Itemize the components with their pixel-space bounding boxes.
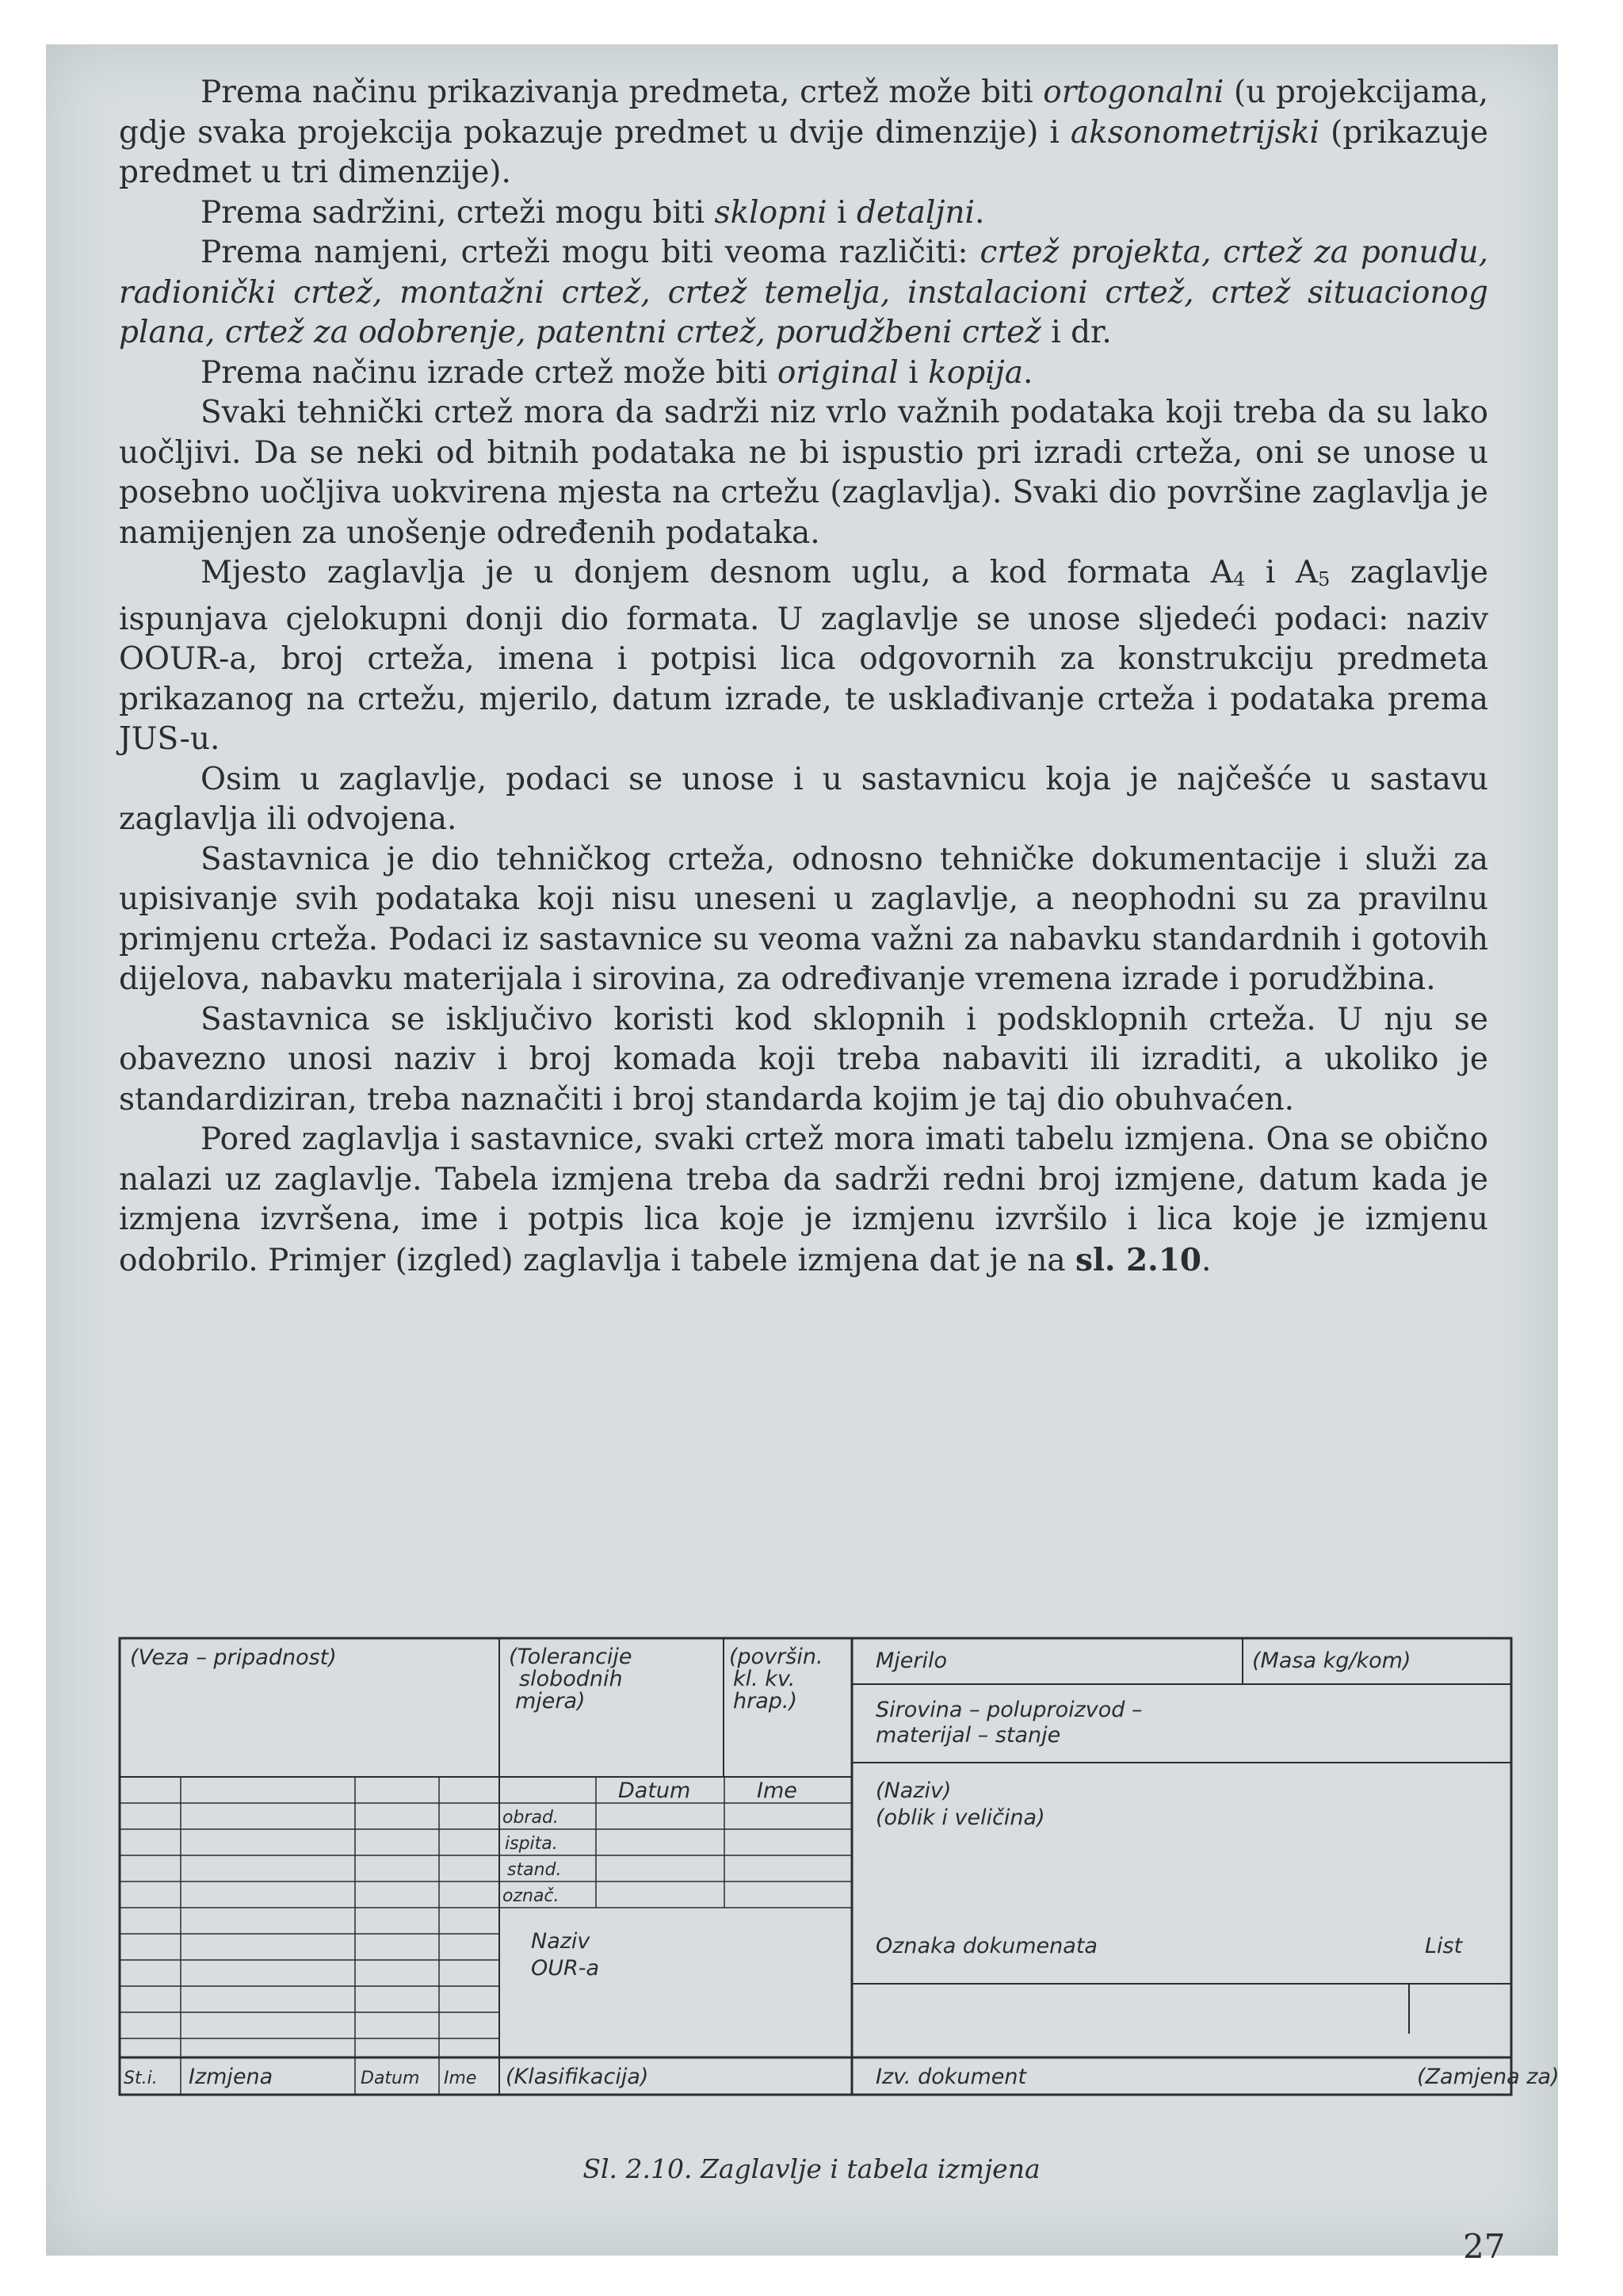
ime-label: Ime (444, 2069, 477, 2088)
tolerancije-label: slobodnih (519, 1667, 623, 1691)
klasifikacija-label: (Klasifikacija) (506, 2065, 649, 2089)
povrsina-label: hrap.) (733, 1689, 798, 1713)
tolerancije-label: (Tolerancije (509, 1645, 632, 1669)
paragraph: Sastavnica se isključivo koristi kod sklopnih i podsklopnih crteža. U nju se obavezno unosi naziv i broj komada koji treba nabaviti ili izraditi, a ukoliko je standardiziran, treba naznačiti i broj standarda kojim je taj dio obuhvaćen. (119, 1001, 1488, 1117)
list-label: List (1425, 1934, 1463, 1958)
datum-header: Datum (618, 1778, 691, 1803)
paragraph: Prema načinu prikazivanja predmeta, crtež može biti ortogonalni (u projekcijama, gdje svaka projekcija pokazuje predmet u dvije dimenzije) i aksonometrijski (prikazuje predmet u tri dimenzije). (119, 74, 1488, 190)
stand-label: stand. (507, 1860, 562, 1880)
obrad-label: obrad. (502, 1808, 559, 1828)
oblik-label: (oblik i veličina) (876, 1805, 1045, 1830)
veza-label: (Veza – pripadnost) (130, 1645, 337, 1670)
izmjena-label: Izmjena (189, 2065, 273, 2089)
paragraph: Prema načinu izrade crtež može biti original i kopija. (200, 354, 1033, 391)
povrsina-label: (površin. (729, 1645, 823, 1669)
datum-label: Datum (361, 2069, 420, 2088)
paragraph: Mjesto zaglavlja je u donjem desnom uglu, a kod formata $A_4$ i $A_5$ zaglavlje ispunjava cjelokupni donji dio formata. U zaglavlje se unose sljedeći podaci: naziv OOUR-a, broj crteža, imena i potpisi lica odgovornih za konstrukciju predmeta prikazanog na crtežu, mjerilo, datum izrade, te usklađivanje crteža i podataka prema JUS-u. (119, 555, 1488, 757)
naziv-our-label: Naziv (531, 1929, 590, 1954)
ispita-label: ispita. (505, 1834, 558, 1854)
izv-dokument-label: Izv. dokument (876, 2065, 1027, 2089)
paragraph: Pored zaglavlja i sastavnice, svaki crtež mora imati tabelu izmjena. Ona se obično nalazi uz zaglavlje. Tabela izmjena treba da sadrži redni broj izmjene, datum kada je izmjena izvršena, ime i potpis lica koje je izmjenu izvršilo i lica koje je izmjenu odobrilo. Primjer (izgled) zaglavlja i tabele izmjena dat je na sl. 2.10. (119, 1121, 1488, 1278)
naziv-label: (Naziv) (876, 1778, 952, 1803)
paragraph: Prema namjeni, crteži mogu biti veoma različiti: crtež projekta, crtež za ponudu, radionički crtež, montažni crtež, crtež temelja, instalacioni crtež, crtež situacionog plana, crtež za odobrenje, patentni crtež, porudžbeni crtež i dr. (119, 235, 1488, 350)
sirovina-label: materijal – stanje (876, 1723, 1061, 1748)
st-i-label: St.i. (124, 2069, 158, 2088)
body-text (119, 73, 1488, 1281)
mjerilo-label: Mjerilo (876, 1648, 948, 1673)
naziv-our-label: OUR-a (531, 1956, 600, 1981)
paragraph: Osim u zaglavlje, podaci se unose i u sastavnicu koja je najčešće u sastavu zaglavlja ili odvojena. (119, 761, 1488, 837)
ime-header: Ime (757, 1778, 797, 1803)
paragraph: Prema sadržini, crteži mogu biti sklopni i detaljni. (200, 194, 985, 231)
figure-caption: Sl. 2.10. Zaglavlje i tabela izmjena (582, 2153, 1041, 2184)
page-number: 27 (1463, 2227, 1506, 2266)
paragraph: Sastavnica je dio tehničkog crteža, odnosno tehničke dokumentacije i služi za upisivanje svih podataka koji nisu uneseni u zaglavlje, a neophodni su za pravilnu primjenu crteža. Podaci iz sastavnice su veoma važni za nabavku standardnih i gotovih dijelova, nabavku materijala i sirovina, za određivanje vremena izrade i porudžbina. (119, 841, 1488, 997)
title-block-figure (119, 1637, 1560, 2097)
oznac-label: označ. (502, 1886, 559, 1906)
masa-label: (Masa kg/kom) (1252, 1648, 1411, 1673)
zamjena-label: (Zamjena za) (1417, 2065, 1560, 2089)
povrsina-label: kl. kv. (733, 1667, 796, 1691)
paragraph: Svaki tehnički crtež mora da sadrži niz vrlo važnih podataka koji treba da su lako uočljivi. Da se neki od bitnih podataka ne bi ispustio pri izradi crteža, oni se unose u posebno uočljiva uokvirena mjesta na crtežu (zaglavlja). Svaki dio površine zaglavlja je namijenjen za unošenje određenih podataka. (119, 395, 1488, 551)
oznaka-dokumenata-label: Oznaka dokumenata (876, 1934, 1098, 1958)
sirovina-label: Sirovina – poluproizvod – (876, 1698, 1143, 1722)
tolerancije-label: mjera) (515, 1689, 586, 1713)
